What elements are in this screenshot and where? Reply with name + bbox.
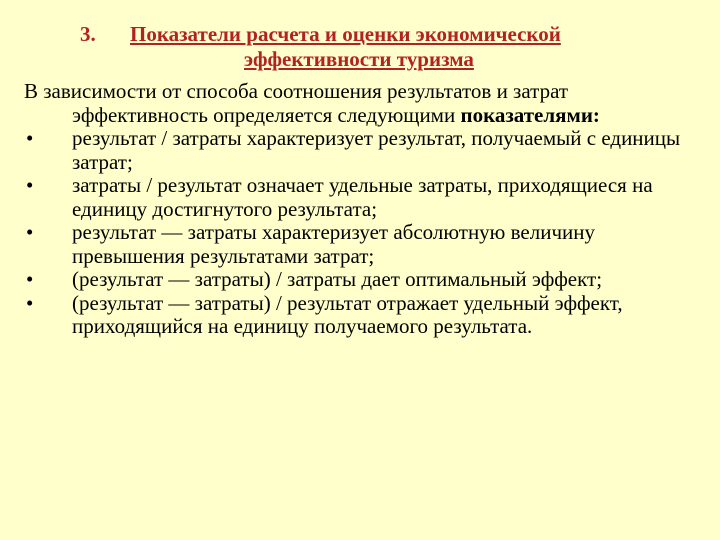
- bullet-icon: •: [26, 290, 34, 315]
- list-item-text: (результат — затраты) / затраты дает оптимальный эффект;: [72, 267, 603, 291]
- bullet-icon: •: [26, 126, 34, 150]
- list-item: [24, 221, 704, 268]
- intro-bold-term: показателями:: [460, 102, 600, 127]
- list-item: [24, 127, 704, 174]
- list-item: [24, 174, 704, 221]
- list-item: [24, 292, 704, 339]
- list-item: [24, 268, 704, 292]
- title-line-1: Показатели расчета и оценки экономической: [130, 22, 561, 46]
- intro-text: В зависимости от способа соотношения результатов и затрат эффективность определяется следующими: [24, 79, 569, 127]
- list-item-text: затраты / результат означает удельные затраты, приходящиеся на единицу достигнутого результата;: [72, 173, 653, 221]
- list-item-text: (результат — затраты) / результат отражает удельный эффект, приходящийся на единицу получаемого результата.: [72, 290, 623, 338]
- list-item-text: результат — затраты характеризует абсолютную величину превышения результатами затрат;: [72, 220, 595, 268]
- list-item-text: результат / затраты характеризует результат, получаемый с единицы затрат;: [72, 126, 681, 174]
- intro-paragraph: [24, 80, 704, 127]
- bullet-icon: •: [26, 267, 34, 291]
- bullet-list: [24, 127, 704, 339]
- slide-body: [24, 80, 704, 339]
- bullet-icon: •: [26, 220, 34, 244]
- bullet-icon: •: [26, 173, 34, 197]
- title-line-2: эффективности туризма: [244, 47, 474, 71]
- title-number: 3.: [80, 22, 96, 46]
